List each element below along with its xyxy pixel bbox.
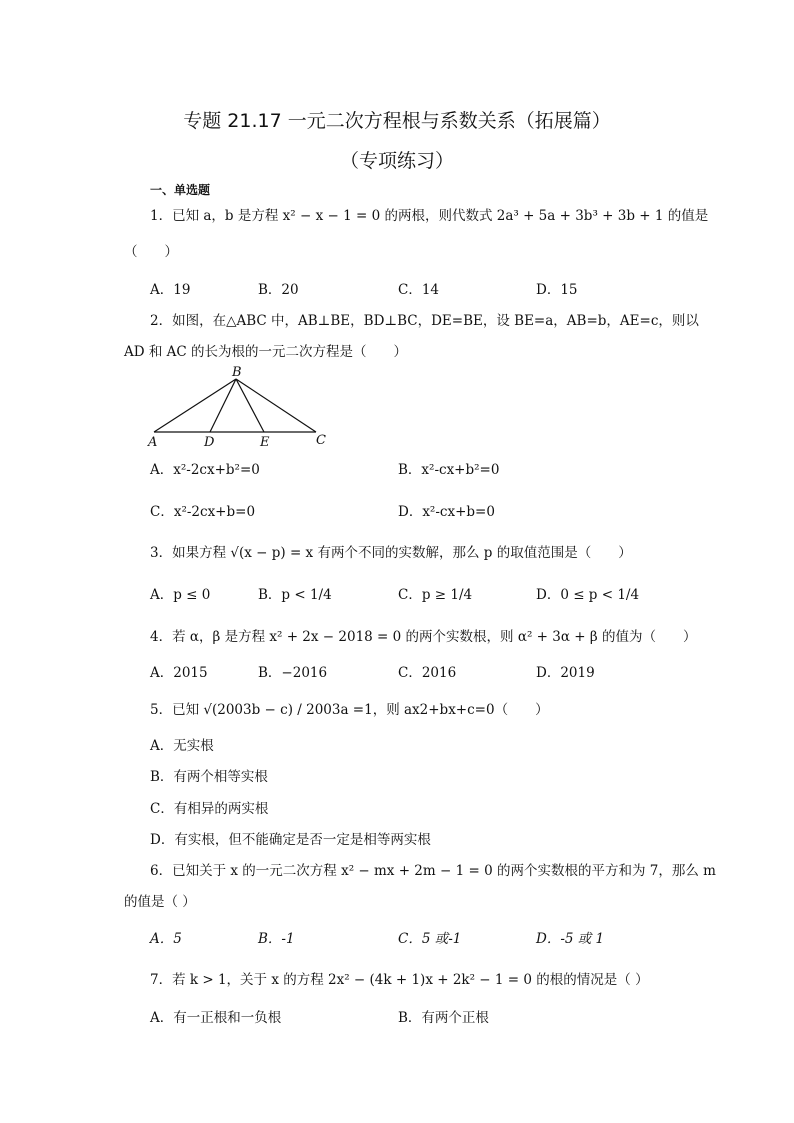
question-4-option-b: B．−2016 [258,665,328,681]
question-3-option-a: A．p ≤ 0 [150,587,211,603]
segment-bc [236,379,316,432]
page-title: 专题 21.17 一元二次方程根与系数关系（拓展篇） [183,110,611,132]
question-7-option-a: A．有一正根和一负根 [150,1010,282,1026]
question-6-option-d: D．-5 或 1 [536,931,605,947]
question-6-stem-line1: 6．已知关于 x 的一元二次方程 x² − mx + 2m − 1 = 0 的两个实数根的平方和为 7，那么 m [150,863,716,879]
label-c: C [316,433,326,448]
question-2-stem-line1: 2．如图，在△ABC 中，AB⊥BE，BD⊥BC，DE=BE，设 BE=a，AB=b，AE=c，则以 [150,313,699,329]
question-1-option-b: B．20 [258,282,299,298]
question-5-option-b: B．有两个相等实根 [150,769,268,785]
triangle-figure [140,364,340,450]
question-1-stem: 1．已知 a，b 是方程 x² − x − 1 = 0 的两根，则代数式 2a³ + 5a + 3b³ + 3b + 1 的值是 [150,208,709,224]
question-5-stem: 5．已知 √(2003b − c) / 2003a =1，则 ax2+bx+c=0（ ） [150,702,549,718]
question-3-option-d: D．0 ≤ p < 1/4 [536,587,640,603]
label-a: A [148,435,158,450]
question-5-option-c: C．有相异的两实根 [150,801,269,817]
question-2-option-d: D．x²-cx+b=0 [398,504,495,520]
question-5-option-d: D．有实根，但不能确定是否一定是相等两实根 [150,832,431,848]
question-3-stem: 3．如果方程 √(x − p) = x 有两个不同的实数解，那么 p 的取值范围是（ ） [150,545,632,561]
segment-be [236,379,264,432]
section-heading: 一、单选题 [150,183,211,197]
segment-ab [154,379,236,432]
label-d: D [204,435,215,450]
question-1-paren: （ ） [124,244,178,260]
question-1-option-c: C．14 [398,282,440,298]
question-3-option-c: C．p ≥ 1/4 [398,587,473,603]
question-6-option-a: A．5 [150,931,182,947]
question-6-stem-line2: 的值是（ ） [124,894,196,910]
question-5-option-a: A．无实根 [150,738,214,754]
question-1-option-a: A．19 [150,282,191,298]
question-2-option-a: A．x²-2cx+b²=0 [150,462,260,478]
label-e: E [260,435,270,450]
question-4-option-a: A．2015 [150,665,208,681]
question-6-option-b: B．-1 [258,931,295,947]
question-1-option-d: D．15 [536,282,578,298]
question-2-option-c: C．x²-2cx+b=0 [150,504,256,520]
question-3-option-b: B．p < 1/4 [258,587,332,603]
question-2-option-b: B．x²-cx+b²=0 [398,462,500,478]
question-4-option-d: D．2019 [536,665,595,681]
question-6-option-c: C．5 或-1 [398,931,462,947]
question-7-option-b: B．有两个正根 [398,1010,489,1026]
question-4-stem: 4．若 α，β 是方程 x² + 2x − 2018 = 0 的两个实数根，则 α² + 3α + β 的值为（ ） [150,629,697,645]
label-b: B [232,365,242,380]
question-2-stem-line2: AD 和 AC 的长为根的一元二次方程是（ ） [124,344,408,360]
page-subtitle: （专项练习） [339,150,454,172]
question-7-stem: 7．若 k > 1，关于 x 的方程 2x² − (4k + 1)x + 2k² − 1 = 0 的根的情况是（ ） [150,972,649,988]
question-4-option-c: C．2016 [398,665,457,681]
